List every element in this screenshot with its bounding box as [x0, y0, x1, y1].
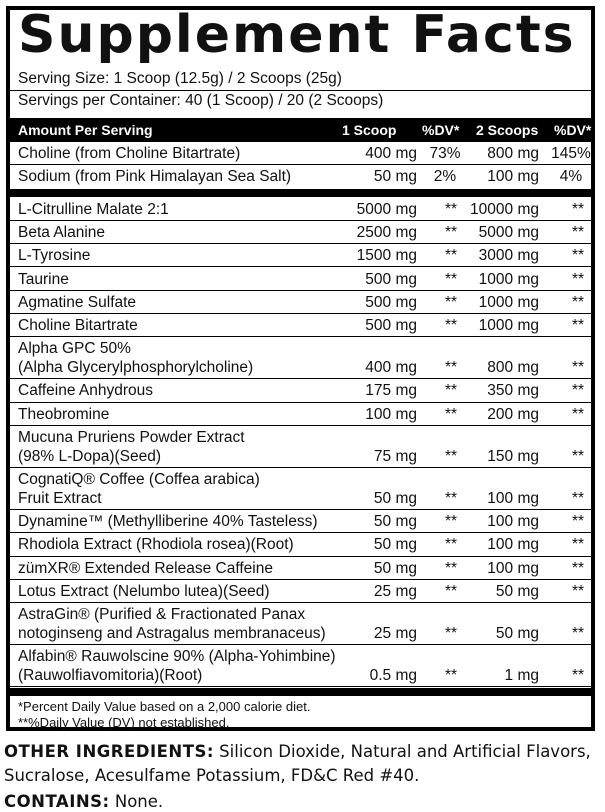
other-ingredients-line-1: Silicon Dioxide, Natural and Artificial Flavors,: [213, 742, 591, 761]
supplement-facts-panel: [6, 6, 595, 731]
dv-1-scoop: **: [444, 559, 458, 577]
ingredient-name-line: AstraGin® (Purified & Fractionated Panax: [18, 606, 306, 624]
ingredient-row: [10, 580, 591, 603]
ingredient-row: [10, 510, 591, 533]
ingredient-name: [18, 535, 294, 554]
amount-2-scoops: 800 mg: [487, 145, 539, 162]
ingredient-name-line: Dynamine™ (Methylliberine 40% Tasteless): [18, 513, 318, 530]
amount-1-scoop: 400 mg: [365, 145, 417, 162]
dv-1-scoop: 2%: [433, 168, 457, 186]
amount-2-scoops: 1000 mg: [478, 293, 539, 311]
dv-2-scoops: **: [571, 317, 585, 335]
amount-2-scoops: 1000 mg: [478, 270, 539, 288]
ingredient-name-line: Mucuna Pruriens Powder Extract: [18, 429, 245, 446]
dv-1-scoop: 73%: [429, 145, 461, 162]
amount-1-scoop: 500 mg: [365, 317, 417, 335]
other-ingredients-label: OTHER INGREDIENTS:: [4, 742, 214, 761]
amount-2-scoops: 200 mg: [487, 405, 539, 423]
panel-title: Supplement Facts: [18, 5, 576, 65]
ingredient-name-line: (Alpha Glycerylphosphorylcholine): [18, 359, 254, 377]
dv-2-scoops: **: [571, 513, 585, 530]
ingredient-name: [18, 167, 291, 186]
dv-1-scoop: **: [444, 490, 458, 507]
ingredient-row: [10, 603, 591, 645]
ingredient-name-line: (Rauwolfiavomitoria)(Root): [18, 667, 203, 685]
dv-2-scoops: **: [571, 582, 585, 600]
dv-2-scoops: **: [571, 448, 585, 465]
ingredient-name: [18, 223, 105, 242]
row-divider: [10, 189, 591, 197]
dv-1-scoop: **: [444, 247, 458, 265]
footnote-dv-not-established: **%Daily Value (DV) not established.: [18, 715, 230, 730]
ingredient-name: [18, 293, 136, 312]
amount-2-scoops: 3000 mg: [478, 247, 539, 265]
amount-1-scoop: 400 mg: [365, 359, 417, 377]
dv-1-scoop: **: [444, 317, 458, 335]
ingredient-name: [18, 582, 270, 601]
footnote-percent-dv: *Percent Daily Value based on a 2,000 calorie diet.: [18, 699, 311, 714]
dv-2-scoops: **: [571, 247, 585, 265]
ingredient-name: [18, 316, 138, 335]
amount-1-scoop: 75 mg: [373, 448, 417, 465]
amount-1-scoop: 500 mg: [365, 270, 417, 288]
ingredient-name-line: Alpha GPC 50%: [18, 340, 131, 358]
ingredient-name-line: Taurine: [18, 270, 69, 288]
ingredient-name-line: Choline Bitartrate: [18, 317, 138, 335]
dv-2-scoops: **: [571, 359, 585, 377]
amount-1-scoop: 2500 mg: [356, 223, 417, 241]
amount-2-scoops: 50 mg: [495, 625, 539, 643]
ingredient-name: [18, 559, 273, 578]
ingredient-name: [18, 405, 109, 424]
dv-1-scoop: **: [444, 667, 458, 685]
ingredient-row: [10, 314, 591, 337]
dv-1-scoop: **: [444, 536, 458, 554]
amount-1-scoop: 500 mg: [365, 293, 417, 311]
ingredient-row: [10, 533, 591, 556]
ingredient-name-line: Beta Alanine: [18, 223, 106, 241]
ingredient-name-line: Sodium (from Pink Himalayan Sea Salt): [18, 168, 292, 186]
serving-divider: [10, 90, 591, 91]
ingredient-name-line: zümXR® Extended Release Caffeine: [18, 559, 273, 577]
amount-2-scoops: 100 mg: [487, 513, 539, 530]
ingredient-row: [10, 337, 591, 379]
ingredient-row: [10, 645, 591, 687]
amount-2-scoops: 100 mg: [487, 559, 539, 577]
amount-2-scoops: 5000 mg: [478, 223, 539, 241]
dv-1-scoop: **: [444, 382, 458, 400]
dv-1-scoop: **: [444, 270, 458, 288]
dv-2-scoops: **: [571, 559, 585, 577]
ingredient-row: [10, 198, 591, 221]
ingredient-name-line: L-Citrulline Malate 2:1: [18, 200, 169, 218]
dv-2-scoops: **: [571, 490, 585, 507]
ingredient-row: [10, 142, 591, 165]
contains-label: CONTAINS:: [4, 792, 110, 811]
dv-2-scoops: **: [571, 223, 585, 241]
ingredient-name: [18, 144, 240, 163]
ingredient-name-line: L-Tyrosine: [18, 247, 91, 265]
amount-header-bar: [10, 118, 591, 142]
dv-2-scoops: **: [571, 293, 585, 311]
amount-1-scoop: 0.5 mg: [369, 667, 417, 685]
dv-1-scoop: **: [444, 405, 458, 423]
ingredient-name-line: Fruit Extract: [18, 490, 102, 507]
contains-text: None.: [109, 792, 164, 811]
other-ingredients-line-2: Sucralose, Acesulfame Potassium, FD&C Red #40.: [4, 766, 420, 785]
ingredient-row: [10, 291, 591, 314]
ingredient-row: [10, 403, 591, 426]
dv-1-scoop: **: [444, 293, 458, 311]
row-divider: [10, 686, 591, 687]
dv-2-scoops: **: [571, 270, 585, 288]
amount-1-scoop: 100 mg: [365, 405, 417, 423]
amount-1-scoop: 50 mg: [373, 490, 417, 507]
amount-2-scoops: 350 mg: [487, 382, 539, 400]
amount-1-scoop: 50 mg: [373, 168, 417, 186]
dv-1-scoop: **: [444, 582, 458, 600]
dv-2-scoops: **: [571, 200, 585, 218]
serving-size: Serving Size: 1 Scoop (12.5g) / 2 Scoops (25g): [18, 70, 342, 87]
ingredient-name-line: Agmatine Sulfate: [18, 293, 137, 311]
amount-2-scoops: 1000 mg: [478, 317, 539, 335]
dv-2-scoops: **: [571, 536, 585, 554]
dv-1-scoop: **: [444, 200, 458, 218]
ingredient-row: [10, 468, 591, 510]
ingredient-row: [10, 221, 591, 244]
ingredient-name-line: Theobromine: [18, 405, 110, 423]
ingredient-name-line: (98% L-Dopa)(Seed): [18, 448, 162, 465]
ingredient-name: [18, 381, 153, 400]
amount-per-serving-label: Amount Per Serving: [18, 122, 153, 138]
dv-2-scoops: **: [571, 382, 585, 400]
ingredient-name: [18, 270, 69, 289]
amount-2-scoops: 100 mg: [487, 490, 539, 507]
dv-2-scoops: **: [571, 625, 585, 643]
amount-1-scoop: 5000 mg: [356, 200, 417, 218]
dv-1-scoop: **: [444, 513, 458, 530]
dv-2-scoops: **: [571, 667, 585, 685]
amount-1-scoop: 50 mg: [373, 513, 417, 530]
col-1-scoop-header: 1 Scoop: [342, 122, 397, 138]
ingredient-name-line: CognatiQ® Coffee (Coffea arabica): [18, 471, 260, 488]
col-dv2-header: %DV*: [554, 122, 592, 138]
amount-1-scoop: 25 mg: [373, 625, 417, 643]
amount-1-scoop: 50 mg: [373, 559, 417, 577]
ingredient-name: [18, 512, 318, 531]
amount-2-scoops: 100 mg: [487, 536, 539, 554]
dv-2-scoops: 145%: [551, 145, 591, 162]
ingredient-name-line: Lotus Extract (Nelumbo lutea)(Seed): [18, 582, 270, 600]
dv-1-scoop: **: [444, 448, 458, 465]
amount-1-scoop: 175 mg: [365, 382, 417, 400]
ingredient-row: [10, 426, 591, 468]
amount-2-scoops: 10000 mg: [470, 200, 539, 218]
ingredient-row: [10, 379, 591, 402]
dv-2-scoops: 4%: [559, 168, 583, 186]
dv-2-scoops: **: [571, 405, 585, 423]
ingredient-name: [18, 246, 90, 265]
servings-per-container: Servings per Container: 40 (1 Scoop) / 20 (2 Scoops): [18, 92, 384, 109]
ingredient-row: [10, 557, 591, 580]
col-2-scoops-header: 2 Scoops: [476, 122, 539, 138]
table-bottom-bar: [10, 688, 591, 696]
ingredient-row: [10, 165, 591, 188]
ingredient-name: [18, 605, 326, 643]
amount-1-scoop: 1500 mg: [356, 247, 417, 265]
contains-statement: [4, 791, 163, 812]
ingredient-name: [18, 647, 336, 685]
amount-1-scoop: 50 mg: [373, 536, 417, 554]
dv-1-scoop: **: [444, 359, 458, 377]
amount-2-scoops: 1 mg: [504, 667, 539, 685]
amount-2-scoops: 150 mg: [487, 448, 539, 465]
dv-1-scoop: **: [444, 223, 458, 241]
amount-1-scoop: 25 mg: [373, 582, 417, 600]
amount-2-scoops: 50 mg: [495, 582, 539, 600]
amount-2-scoops: 100 mg: [487, 168, 539, 186]
ingredient-name-line: Choline (from Choline Bitartrate): [18, 145, 241, 162]
ingredient-name-line: Caffeine Anhydrous: [18, 382, 154, 400]
other-ingredients: [4, 741, 591, 762]
ingredient-name: [18, 200, 169, 219]
col-dv1-header: %DV*: [422, 122, 460, 138]
ingredient-name: [18, 470, 260, 508]
ingredient-row: [10, 268, 591, 291]
ingredient-name: [18, 339, 253, 377]
ingredient-row: [10, 244, 591, 267]
ingredient-name-line: Alfabin® Rauwolscine 90% (Alpha-Yohimbine): [18, 648, 336, 666]
ingredient-name-line: notoginseng and Astragalus membranaceus): [18, 625, 326, 643]
ingredient-name-line: Rhodiola Extract (Rhodiola rosea)(Root): [18, 536, 294, 554]
amount-2-scoops: 800 mg: [487, 359, 539, 377]
ingredient-name: [18, 428, 245, 466]
dv-1-scoop: **: [444, 625, 458, 643]
